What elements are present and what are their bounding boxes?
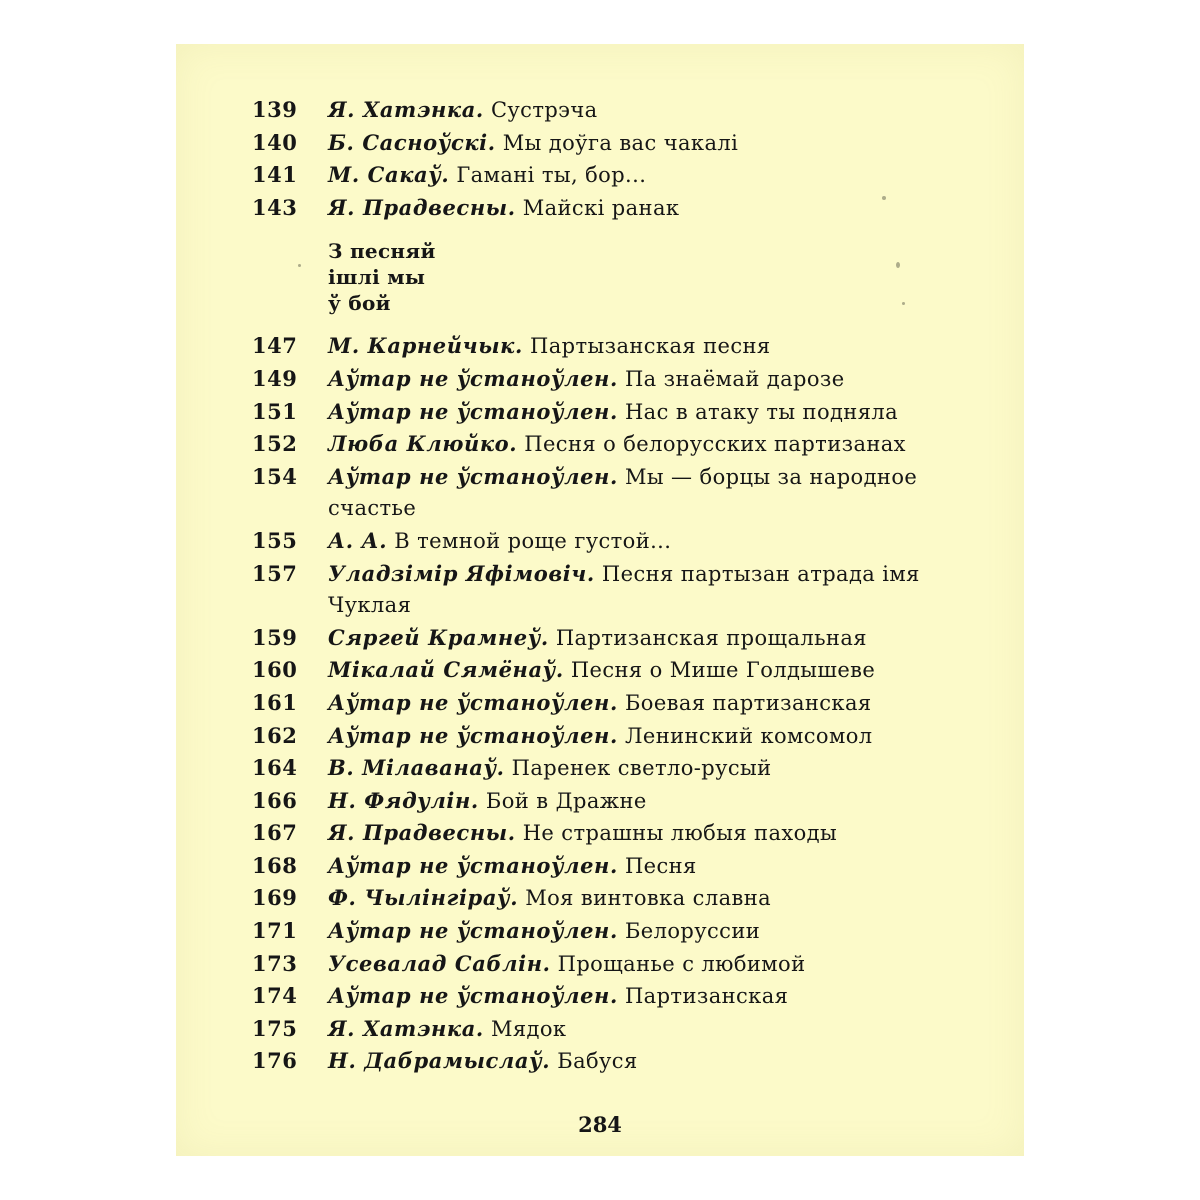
entry-page-number: 169 (252, 885, 298, 911)
entry-text (328, 159, 952, 192)
entry-text (328, 850, 952, 883)
entry-author: Я. Прадвесны. (328, 820, 516, 846)
entry-text (328, 654, 952, 687)
toc-entry (252, 558, 952, 622)
entry-page-number: 167 (252, 820, 298, 846)
entry-text (328, 127, 952, 160)
entry-title: Бой в Дражне (485, 788, 647, 813)
entry-text (328, 948, 952, 981)
toc-entry (252, 1013, 952, 1046)
toc-entry (252, 94, 952, 127)
toc-entry (252, 525, 952, 558)
entry-page-number: 171 (252, 918, 298, 944)
entry-text (328, 817, 952, 850)
toc-entry (252, 159, 952, 192)
toc-entry (252, 127, 952, 160)
entry-text (328, 396, 952, 429)
entry-title: Белоруссии (624, 919, 761, 944)
entry-text (328, 622, 952, 655)
toc-entry (252, 980, 952, 1013)
entry-author: Н. Фядулін. (328, 787, 479, 813)
entry-title: Мы — борцы за народное счастье (328, 464, 918, 521)
entry-page-number: 159 (252, 624, 298, 650)
entry-text (328, 94, 952, 127)
toc-entry (252, 654, 952, 687)
entry-author: Я. Хатэнка. (328, 1015, 484, 1041)
toc-entry (252, 785, 952, 818)
entry-text (328, 1013, 952, 1046)
entry-text (328, 720, 952, 753)
section-heading (328, 238, 952, 316)
entry-title: Паренек светло-русый (511, 756, 772, 781)
entry-text (328, 752, 952, 785)
entry-page-number: 173 (252, 950, 298, 976)
entry-text (328, 882, 952, 915)
toc-entry (252, 817, 952, 850)
entry-page-number: 174 (252, 983, 298, 1009)
toc-entry (252, 363, 952, 396)
entry-page-number: 149 (252, 365, 298, 391)
entry-author: Сяргей Крамнеў. (328, 624, 549, 650)
toc-entry (252, 752, 952, 785)
entry-page-number: 175 (252, 1015, 298, 1041)
toc-entry (252, 1045, 952, 1078)
entry-title: Нас в атаку ты подняла (624, 399, 899, 424)
section-heading-line: З песняй (328, 239, 436, 264)
toc-entry (252, 622, 952, 655)
entry-page-number: 152 (252, 431, 298, 457)
entry-author: Аўтар не ўстаноўлен. (328, 463, 618, 489)
entry-text (328, 363, 952, 396)
entry-author: М. Сакаў. (328, 162, 450, 188)
toc-entry (252, 192, 952, 225)
entry-author: Аўтар не ўстаноўлен. (328, 983, 618, 1009)
entry-author: Ф. Чылінгіраў. (328, 885, 519, 911)
entry-title: Песня партызан атрада імя Чуклая (328, 561, 920, 618)
entry-title: Моя винтовка славна (525, 886, 772, 911)
toc-entries-list (252, 330, 952, 1078)
entry-author: А. А. (328, 527, 388, 553)
entry-title: Партизанская прощальная (555, 625, 867, 650)
entry-author: Я. Прадвесны. (328, 194, 516, 220)
toc-entry (252, 915, 952, 948)
entry-text (328, 330, 952, 363)
entry-text (328, 980, 952, 1013)
entry-page-number: 166 (252, 787, 298, 813)
entry-text (328, 558, 952, 622)
toc-entry (252, 850, 952, 883)
toc-entry (252, 687, 952, 720)
entry-page-number: 140 (252, 129, 298, 155)
entry-title: В темной роще густой... (394, 528, 672, 553)
entry-page-number: 147 (252, 333, 298, 359)
toc-entry (252, 330, 952, 363)
entry-text (328, 525, 952, 558)
toc-entry (252, 948, 952, 981)
entry-text (328, 687, 952, 720)
entry-page-number: 164 (252, 755, 298, 781)
entry-author: Н. Дабрамыслаў. (328, 1048, 551, 1074)
entry-page-number: 139 (252, 97, 298, 122)
entry-author: Аўтар не ўстаноўлен. (328, 852, 618, 878)
entry-text (328, 192, 952, 225)
entry-author: М. Карнейчык. (328, 333, 523, 359)
entry-title: Ленинский комсомол (624, 723, 873, 748)
section-heading-line: ішлі мы (328, 265, 426, 290)
entry-page-number: 151 (252, 398, 298, 424)
entry-title: Прощанье с любимой (557, 951, 806, 976)
toc-entry (252, 396, 952, 429)
entry-title: Гамані ты, бор... (456, 163, 647, 188)
entry-author: Уладзімір Яфімовіч. (328, 560, 595, 586)
book-page (176, 44, 1024, 1156)
entry-title: Партызанская песня (529, 334, 771, 359)
toc-entry (252, 882, 952, 915)
entry-page-number: 168 (252, 852, 298, 878)
entry-author: Усевалад Саблін. (328, 950, 551, 976)
entry-title: Песня о белорусских партизанах (524, 432, 906, 457)
entry-page-number: 143 (252, 194, 298, 220)
entry-page-number: 161 (252, 689, 298, 715)
entry-author: Аўтар не ўстаноўлен. (328, 722, 618, 748)
entry-page-number: 157 (252, 560, 298, 586)
entry-page-number: 160 (252, 657, 298, 683)
entry-title: Майскі ранак (522, 195, 680, 220)
entry-text (328, 785, 952, 818)
entry-text (328, 428, 952, 461)
entry-author: Я. Хатэнка. (328, 97, 484, 122)
toc-entry (252, 428, 952, 461)
table-of-contents (252, 94, 952, 1078)
page-number: 284 (578, 1112, 622, 1137)
entry-text (328, 461, 952, 525)
entry-title: Песня (624, 853, 697, 878)
entry-title: Песня о Мише Голдышеве (570, 658, 876, 683)
entry-author: Аўтар не ўстаноўлен. (328, 689, 618, 715)
entry-text (328, 915, 952, 948)
entry-title: Бабуся (557, 1049, 638, 1074)
toc-entry (252, 720, 952, 753)
entry-title: Не страшны любыя паходы (522, 821, 838, 846)
entry-title: Мы доўга вас чакалі (502, 130, 739, 155)
entry-title: Па знаёмай дарозе (624, 366, 845, 391)
entry-author: Аўтар не ўстаноўлен. (328, 398, 618, 424)
entry-title: Мядок (490, 1016, 567, 1041)
entry-author: Аўтар не ўстаноўлен. (328, 918, 618, 944)
entry-page-number: 141 (252, 162, 298, 188)
toc-entry (252, 461, 952, 525)
section-heading-line: ў бой (328, 291, 391, 316)
entry-page-number: 176 (252, 1048, 298, 1074)
entry-author: Мікалай Сямёнаў. (328, 657, 564, 683)
entry-title: Боевая партизанская (624, 690, 872, 715)
entry-author: Люба Клюйко. (328, 431, 518, 457)
entry-author: Аўтар не ўстаноўлен. (328, 365, 618, 391)
entry-title: Сустрэча (490, 98, 598, 122)
entry-page-number: 162 (252, 722, 298, 748)
entry-page-number: 154 (252, 463, 298, 489)
entry-page-number: 155 (252, 527, 298, 553)
entry-author: В. Мілаванаў. (328, 755, 505, 781)
entry-title: Партизанская (624, 984, 789, 1009)
entry-text (328, 1045, 952, 1078)
entry-author: Б. Сасноўскі. (328, 129, 496, 155)
